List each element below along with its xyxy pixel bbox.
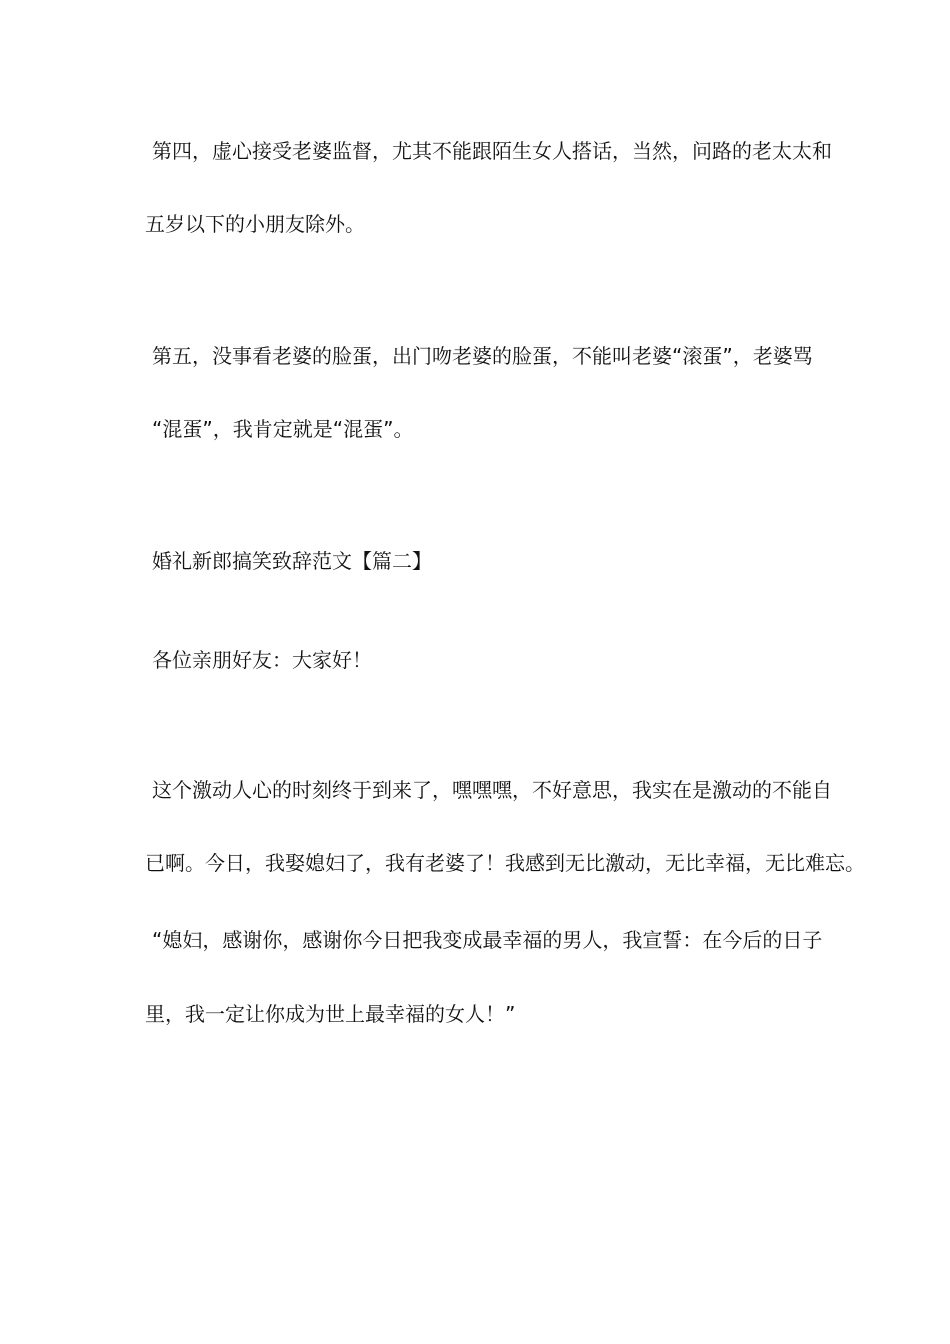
speech-line-4: 里，我一定让你成为世上最幸福的女人！” bbox=[145, 1002, 516, 1026]
speech-line-3: “媳妇，感谢你，感谢你今日把我变成最幸福的男人，我宣誓：在今后的日子 bbox=[152, 928, 823, 952]
paragraph-5-line-1: 第五，没事看老婆的脸蛋，出门吻老婆的脸蛋，不能叫老婆“滚蛋”，老婆骂 bbox=[152, 344, 813, 368]
speech-line-2: 已啊。今日，我娶媳妇了，我有老婆了！我感到无比激动，无比幸福，无比难忘。 bbox=[145, 851, 865, 875]
greeting-line: 各位亲朋好友：大家好！ bbox=[152, 648, 372, 672]
speech-line-1: 这个激动人心的时刻终于到来了，嘿嘿嘿，不好意思，我实在是激动的不能自 bbox=[152, 778, 832, 802]
paragraph-5-line-2: “混蛋”，我肯定就是“混蛋”。 bbox=[152, 417, 414, 441]
paragraph-4-line-2: 五岁以下的小朋友除外。 bbox=[145, 212, 365, 236]
section-heading: 婚礼新郎搞笑致辞范文【篇二】 bbox=[152, 549, 432, 573]
paragraph-4-line-1: 第四，虚心接受老婆监督，尤其不能跟陌生女人搭话，当然，问路的老太太和 bbox=[152, 139, 832, 163]
